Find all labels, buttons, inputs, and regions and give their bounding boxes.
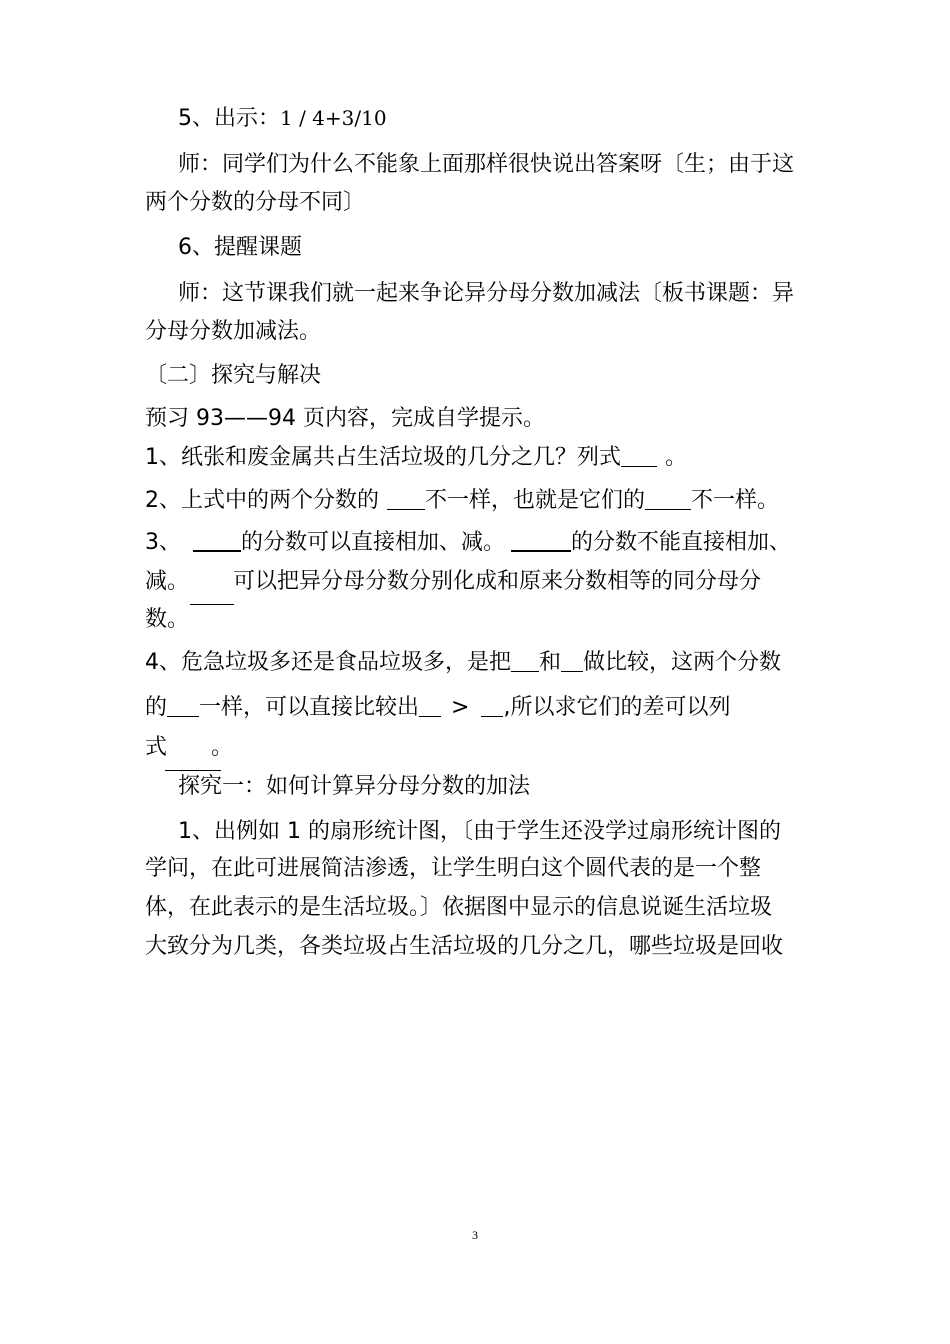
text: 不一样。 [691,488,780,513]
text: 不一样，也就是它们的 [425,488,646,513]
text: 减。 [145,569,190,594]
text: ,所以求它们的差可以列 [503,695,731,720]
line-teacher-intro: 师：这节课我们就一起来争论异分母分数加减法〔板书课题：异 [178,281,795,306]
answer-blank [511,649,539,672]
answer-blank [645,487,691,510]
answer-blank [387,487,425,510]
text: 。 [211,735,234,760]
section-heading: 〔二〕探究与解决 [145,363,322,388]
answer-blank [561,649,583,672]
answer-blank [167,694,199,717]
text: 5、出示： [178,106,280,131]
answer-blank [481,694,503,717]
line-teacher-question: 师：同学们为什么不能象上面那样很快说出答案呀〔生；由于这 [178,152,795,177]
answer-blank [621,444,657,467]
question-3-end: 数。 [145,607,190,632]
question-2 [145,486,779,516]
text: 2、上式中的两个分数的 [145,488,379,513]
answer-blank [419,694,441,717]
expression: 1 / 4+3/10 [280,106,387,130]
line-topic: 6、提醒课题 [178,235,302,260]
text: 做比较，这两个分数 [583,650,782,675]
question-4-end [145,733,233,763]
text: 和 [539,650,562,675]
line-teacher-question-cont: 两个分数的分母不同〕 [145,190,366,215]
text: 可以把异分母分数分别化成和原来分数相等的同分母分 [233,569,762,594]
question-4 [145,648,781,678]
page-number: 3 [472,1228,478,1242]
question-1 [145,443,687,473]
text: 的分数可以直接相加、减。 [241,530,506,555]
line-preview: 预习 93——94 页内容，完成自学提示。 [145,406,545,431]
question-4-cont [145,693,730,723]
line-example-cont-2: 体，在此表示的是生活垃圾。〕依据图中显示的信息说诞生活垃圾 [145,895,773,920]
question-3-cont [145,567,761,597]
text: 一样，可以直接比较出 [199,695,420,720]
text: 式 [145,735,168,760]
text: 4、危急垃圾多还是食品垃圾多，是把 [145,650,511,675]
answer-blank [193,528,241,552]
question-3 [145,528,791,558]
heading-explore-one: 探究一：如何计算异分母分数的加法 [178,774,531,799]
line-example-cont-1: 学问，在此可进展简洁渗透，让学生明白这个圆代表的是一个整 [145,856,762,881]
text: 的分数不能直接相加、 [571,530,792,555]
answer-blank [511,528,571,552]
line-show-expression [178,103,387,134]
answer-blank [190,604,234,605]
answer-blank [165,770,221,771]
text: 1、纸张和废金属共占生活垃圾的几分之几？列式 [145,445,621,470]
greater-than-sign: > [451,695,470,720]
line-example: 1、出例如 1 的扇形统计图，〔由于学生还没学过扇形统计图的 [178,819,781,844]
text: 3、 [145,530,181,555]
line-example-cont-3: 大致分为几类，各类垃圾占生活垃圾的几分之几，哪些垃圾是回收 [145,934,784,959]
line-teacher-intro-cont: 分母分数加减法。 [145,319,322,344]
text: 。 [665,445,688,470]
text: 的 [145,695,168,720]
